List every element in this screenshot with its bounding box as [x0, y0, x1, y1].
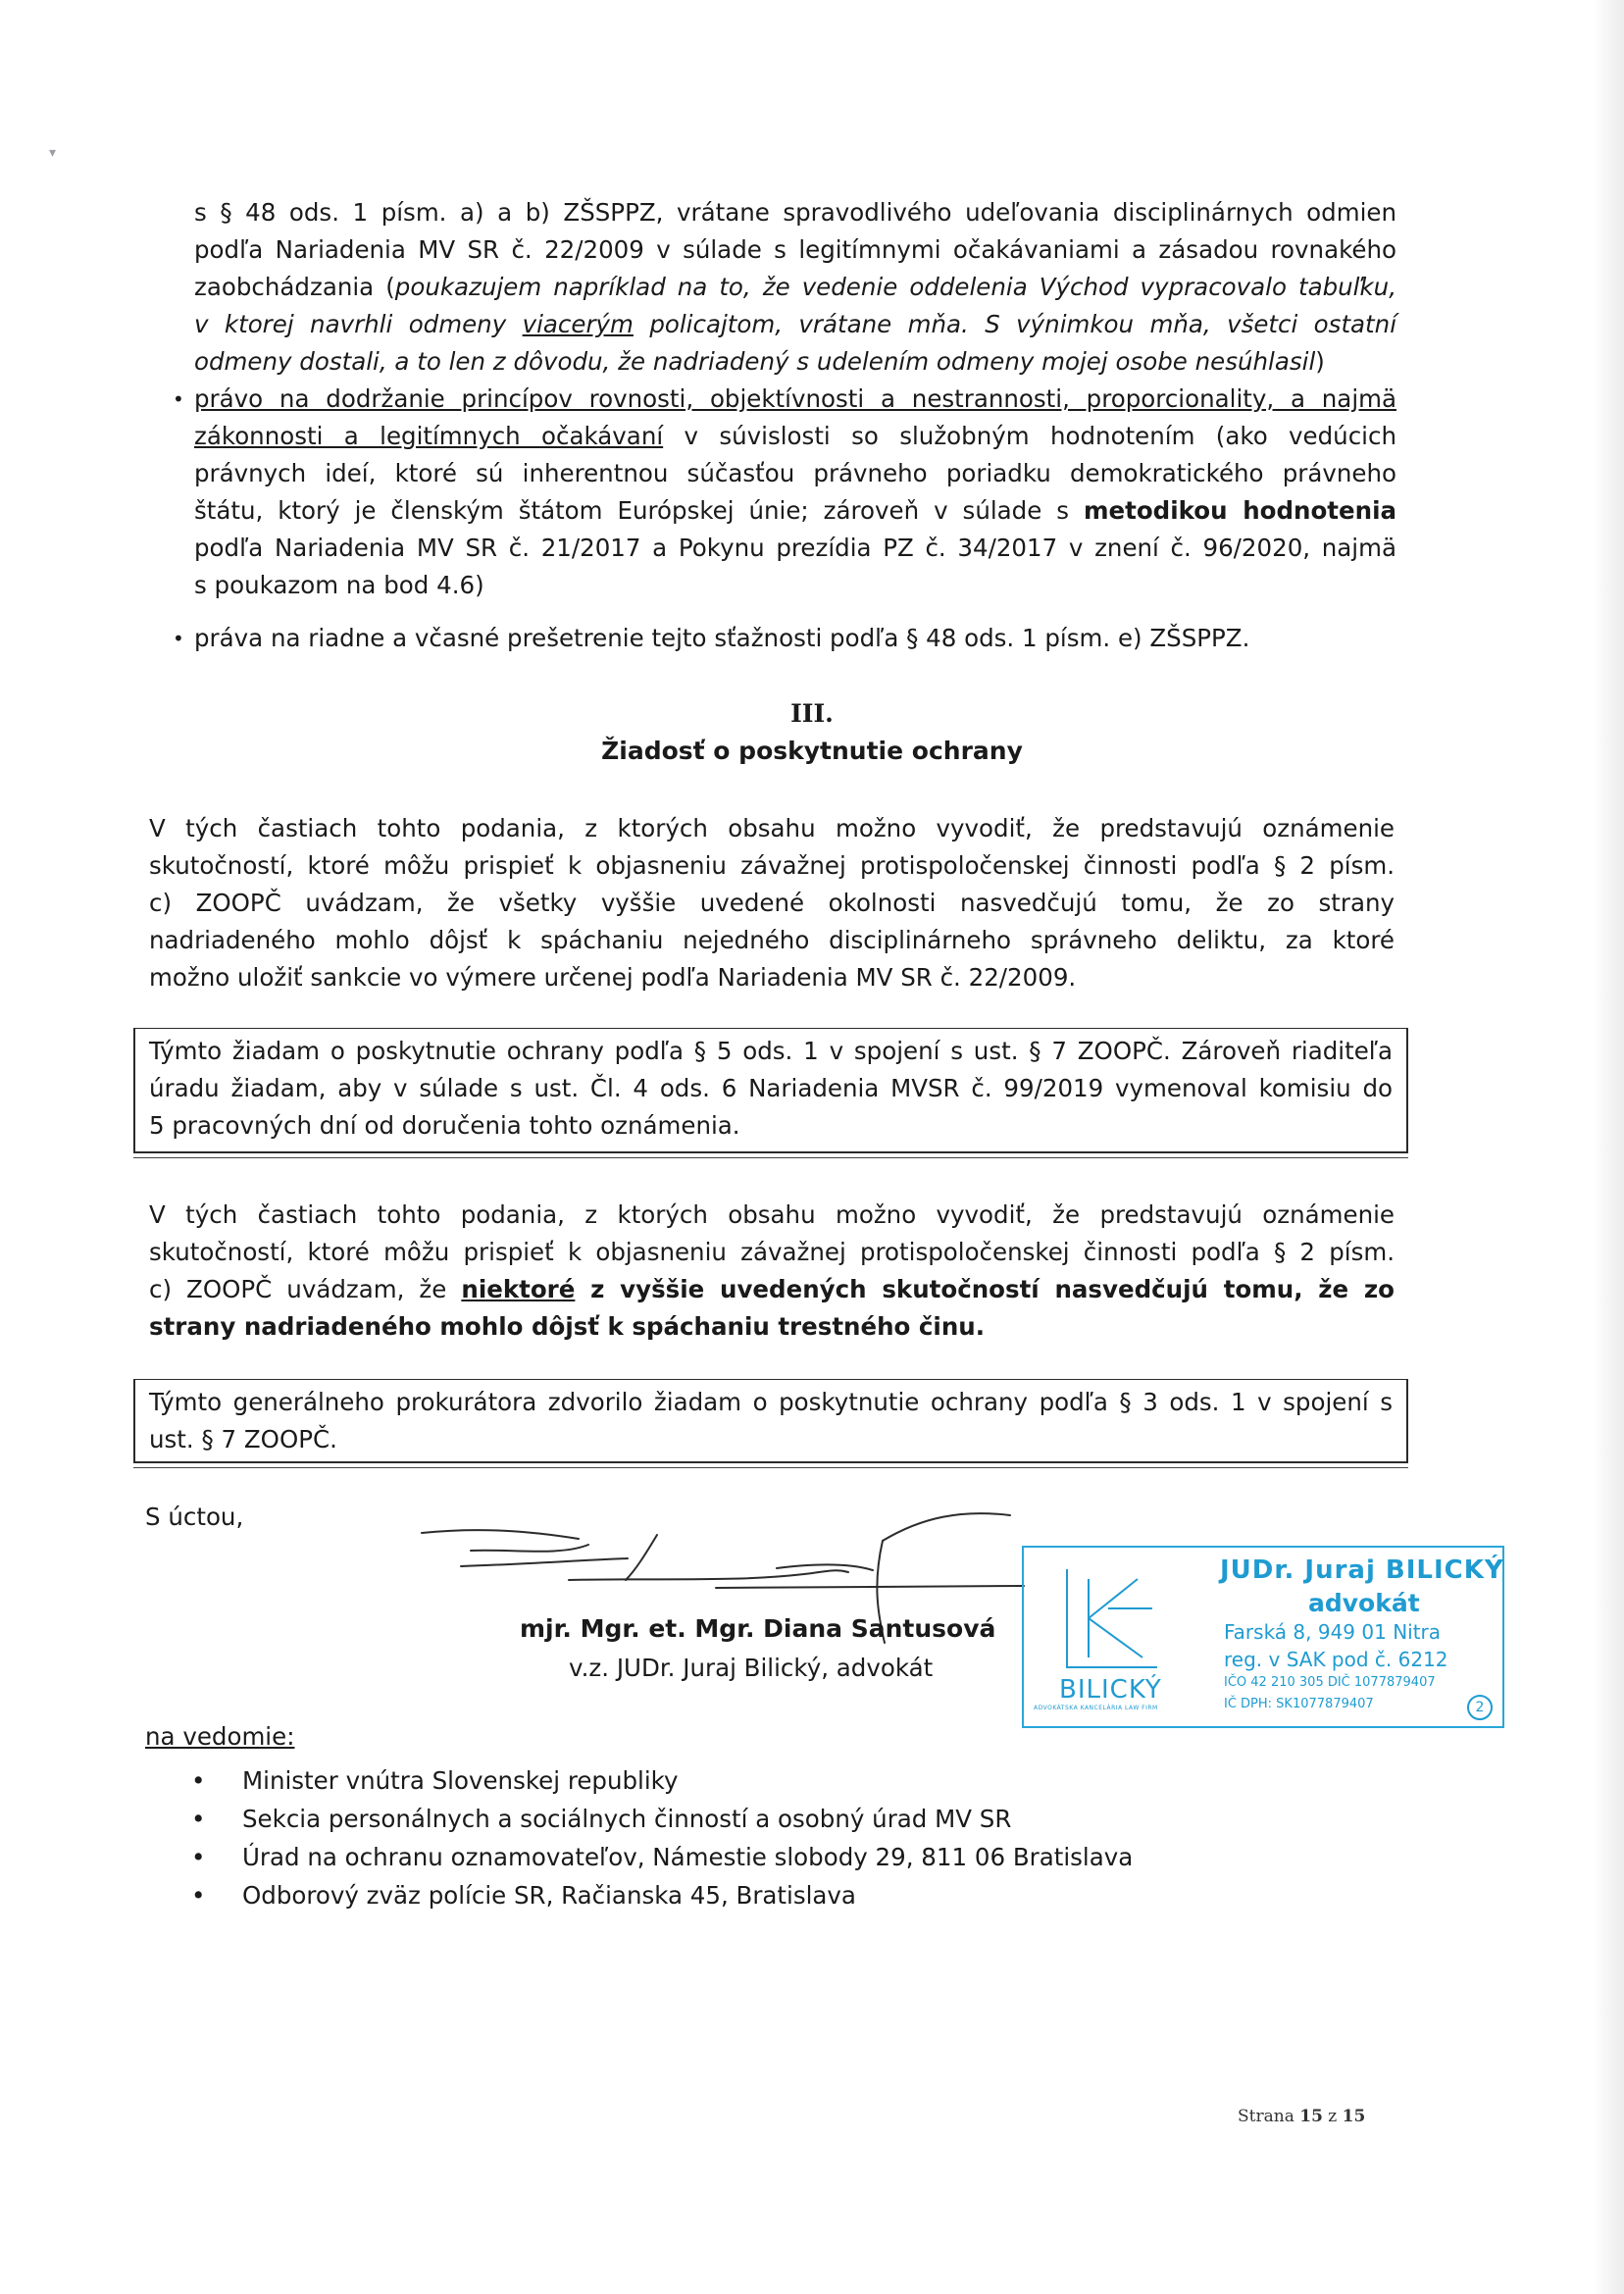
text-line: zákonnosti a legitímnych očakávaní v súvislosti so služobným hodnotením (ako vedúcich [194, 422, 1396, 450]
paragraph-disciplinary [149, 810, 1395, 996]
text-line: c) ZOOPČ uvádzam, že niektoré z vyššie uvedených skutočností nasvedčujú tomu, že zo [149, 1275, 1395, 1303]
text-line: možno uložiť sankcie vo výmere určenej podľa Nariadenia MV SR č. 22/2009. [149, 963, 1077, 992]
text-line: odmeny dostali, a to len z dôvodu, že nadriadený s udelením odmeny mojej osobe nesúhlasil) [194, 347, 1325, 376]
text-line: skutočností, ktoré môžu prispieť k objasneniu závažnej protispoločenskej činnosti podľa § 2 písm. [149, 851, 1395, 880]
stamp-number-badge: 2 [1467, 1695, 1493, 1720]
list-item: • Sekcia personálnych a sociálnych činností a osobný úrad MV SR [191, 1800, 1133, 1838]
bullet-item-investigation [173, 620, 1396, 657]
cc-label: na vedomie: [145, 1722, 295, 1751]
text-line: skutočností, ktoré môžu prispieť k objasneniu závažnej protispoločenskej činnosti podľa § 2 písm. [149, 1238, 1395, 1266]
stamp-role: advokát [1308, 1589, 1420, 1617]
text-line: nadriadeného mohlo dôjsť k spáchaniu nejedného disciplinárneho správneho deliktu, za ktoré [149, 926, 1395, 954]
law-firm-logo-icon [1059, 1559, 1167, 1677]
signatory-name: mjr. Mgr. et. Mgr. Diana Santusová [520, 1614, 996, 1643]
section-title: Žiadosť o poskytnutie ochrany [601, 737, 1023, 765]
text-line: právnych ideí, ktoré sú inherentnou súčasťou právneho poriadku demokratického právneho [194, 459, 1396, 487]
text-line: Týmto generálneho prokurátora zdvorilo žiadam o poskytnutie ochrany podľa § 3 ods. 1 v spojení s [149, 1388, 1393, 1416]
text-line: zaobchádzania (poukazujem napríklad na to, že vedenie oddelenia Východ vypracovalo tabuľku, [194, 273, 1396, 301]
text-line: c) ZOOPČ uvádzam, že všetky vyššie uvedené okolnosti nasvedčujú tomu, že zo strany [149, 889, 1395, 917]
stamp-name: JUDr. Juraj BILICKÝ [1220, 1555, 1504, 1585]
text-line: v ktorej navrhli odmeny viacerým policajtom, vrátane mňa. S výnimkou mňa, všetci ostatní [194, 310, 1397, 338]
prosecutor-request-box [133, 1379, 1408, 1463]
text-line: úradu žiadam, aby v súlade s ust. Čl. 4 ods. 6 Nariadenia MVSR č. 99/2019 vymenoval komisiu do [149, 1074, 1393, 1102]
cc-recipient-list [191, 1761, 1133, 1914]
text-line: V tých častiach tohto podania, z ktorých obsahu možno vyvodiť, že predstavujú oznámenie [149, 1200, 1395, 1229]
text-line: strany nadriadeného mohlo dôjsť k spáchaniu trestného činu. [149, 1312, 986, 1341]
scan-edge [1593, 0, 1624, 2294]
bullet-icon: • [191, 1805, 206, 1833]
paragraph-continuation [194, 194, 1396, 381]
bullet-icon: • [191, 1766, 206, 1795]
stamp-brand-sub: ADVOKÁTSKA KANCELÁRIA LAW FIRM [1034, 1705, 1158, 1711]
list-item: • Minister vnútra Slovenskej republiky [191, 1761, 1133, 1800]
section-number: III. [790, 699, 834, 728]
bullet-icon: • [173, 627, 184, 650]
box-underline [133, 1467, 1408, 1468]
text-line: štátu, ktorý je členským štátom Európskej únie; zároveň v súlade s metodikou hodnotenia [194, 496, 1397, 525]
stamp-brand: BILICKÝ [1059, 1675, 1162, 1705]
text-line: práva na riadne a včasné prešetrenie tejto sťažnosti podľa § 48 ods. 1 písm. e) ZŠSPPZ. [194, 624, 1250, 652]
page-number: Strana 15 z 15 [1238, 2107, 1366, 2126]
text-line: Týmto žiadam o poskytnutie ochrany podľa § 5 ods. 1 v spojení s ust. § 7 ZOOPČ. Zároveň riaditeľa [149, 1037, 1393, 1065]
scan-mark: ▾ [49, 145, 57, 161]
bullet-item-rights [173, 381, 1397, 604]
attorney-stamp [1022, 1546, 1504, 1728]
signatory-representative: v.z. JUDr. Juraj Bilický, advokát [569, 1654, 934, 1682]
stamp-ico: IČO 42 210 305 DIČ 1077879407 [1224, 1675, 1436, 1690]
text-line: právo na dodržanie princípov rovnosti, objektívnosti a nestrannosti, proporcionality, a najmä [194, 384, 1396, 413]
text-line: 5 pracovných dní od doručenia tohto oznámenia. [149, 1111, 740, 1140]
stamp-address: Farská 8, 949 01 Nitra [1224, 1620, 1442, 1644]
text-line: podľa Nariadenia MV SR č. 22/2009 v súlade s legitímnymi očakávaniami a zásadou rovnakého [194, 235, 1396, 264]
list-item: • Odborový zväz polície SR, Račianska 45, Bratislava [191, 1876, 1133, 1914]
stamp-dph: IČ DPH: SK1077879407 [1224, 1697, 1374, 1711]
text-line: s § 48 ods. 1 písm. a) a b) ZŠSPPZ, vrátane spravodlivého udeľovania disciplinárnych odmien [194, 198, 1396, 227]
box-underline [133, 1157, 1408, 1158]
stamp-registration: reg. v SAK pod č. 6212 [1224, 1648, 1448, 1671]
text-line: V tých častiach tohto podania, z ktorých obsahu možno vyvodiť, že predstavujú oznámenie [149, 814, 1395, 842]
bullet-icon: • [191, 1881, 206, 1910]
list-item: • Úrad na ochranu oznamovateľov, Námestie slobody 29, 811 06 Bratislava [191, 1838, 1133, 1876]
text-line: s poukazom na bod 4.6) [194, 571, 484, 599]
text-line: podľa Nariadenia MV SR č. 21/2017 a Pokynu prezídia PZ č. 34/2017 v znení č. 96/2020, najmä [194, 534, 1396, 562]
bullet-icon: • [173, 387, 184, 411]
protection-request-box [133, 1028, 1408, 1153]
closing-salutation: S úctou, [145, 1503, 244, 1531]
paragraph-criminal [149, 1197, 1395, 1346]
bullet-icon: • [191, 1843, 206, 1871]
text-line: ust. § 7 ZOOPČ. [149, 1425, 337, 1453]
